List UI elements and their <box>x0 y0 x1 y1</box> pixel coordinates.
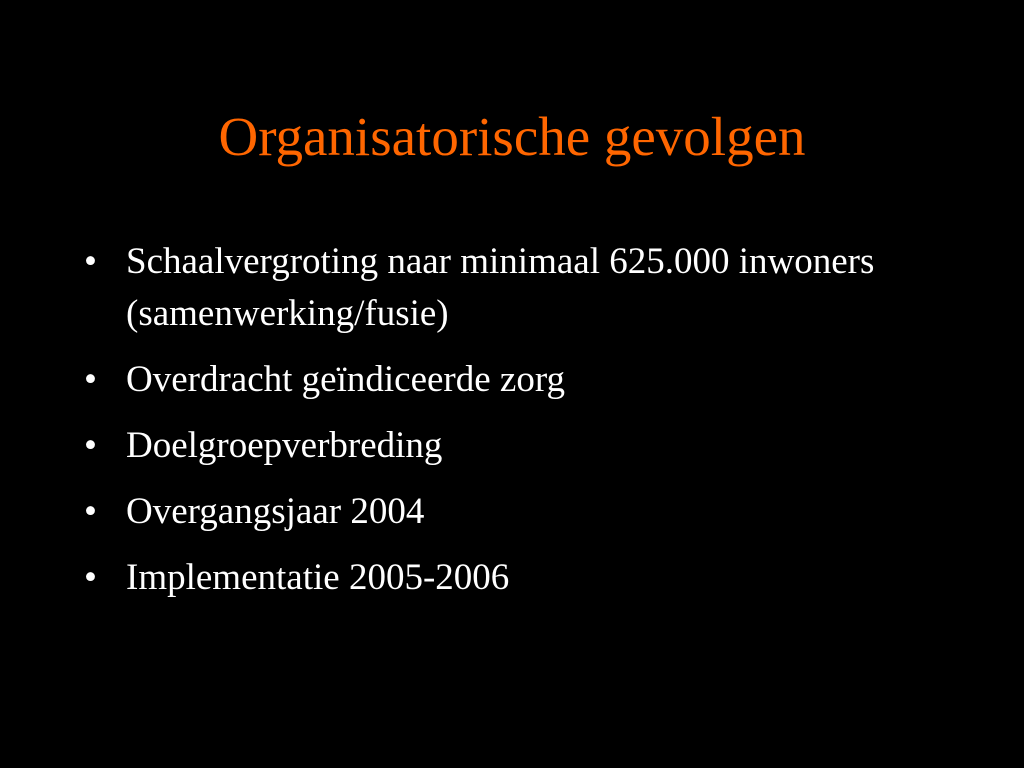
bullet-item-overdracht <box>84 354 944 406</box>
bullet-point-icon: • <box>84 359 97 400</box>
bullet-text: Overdracht geïndiceerde zorg <box>126 359 565 400</box>
bullet-list <box>84 236 944 618</box>
bullet-point-icon: • <box>84 241 97 282</box>
bullet-item-overgangsjaar <box>84 486 944 538</box>
bullet-point-icon: • <box>84 491 97 532</box>
bullet-item-doelgroepverbreding <box>84 420 944 472</box>
bullet-point-icon: • <box>84 425 97 466</box>
bullet-text: Schaalvergroting naar minimaal 625.000 inwoners (samenwerking/fusie) <box>126 241 875 334</box>
bullet-item-implementatie <box>84 552 944 604</box>
bullet-text: Doelgroepverbreding <box>126 425 443 466</box>
slide-title: Organisatorische gevolgen <box>218 106 806 167</box>
bullet-item-schaalvergroting <box>84 236 944 340</box>
bullet-text: Overgangsjaar 2004 <box>126 491 425 532</box>
bullet-text: Implementatie 2005-2006 <box>126 557 510 598</box>
bullet-point-icon: • <box>84 557 97 598</box>
